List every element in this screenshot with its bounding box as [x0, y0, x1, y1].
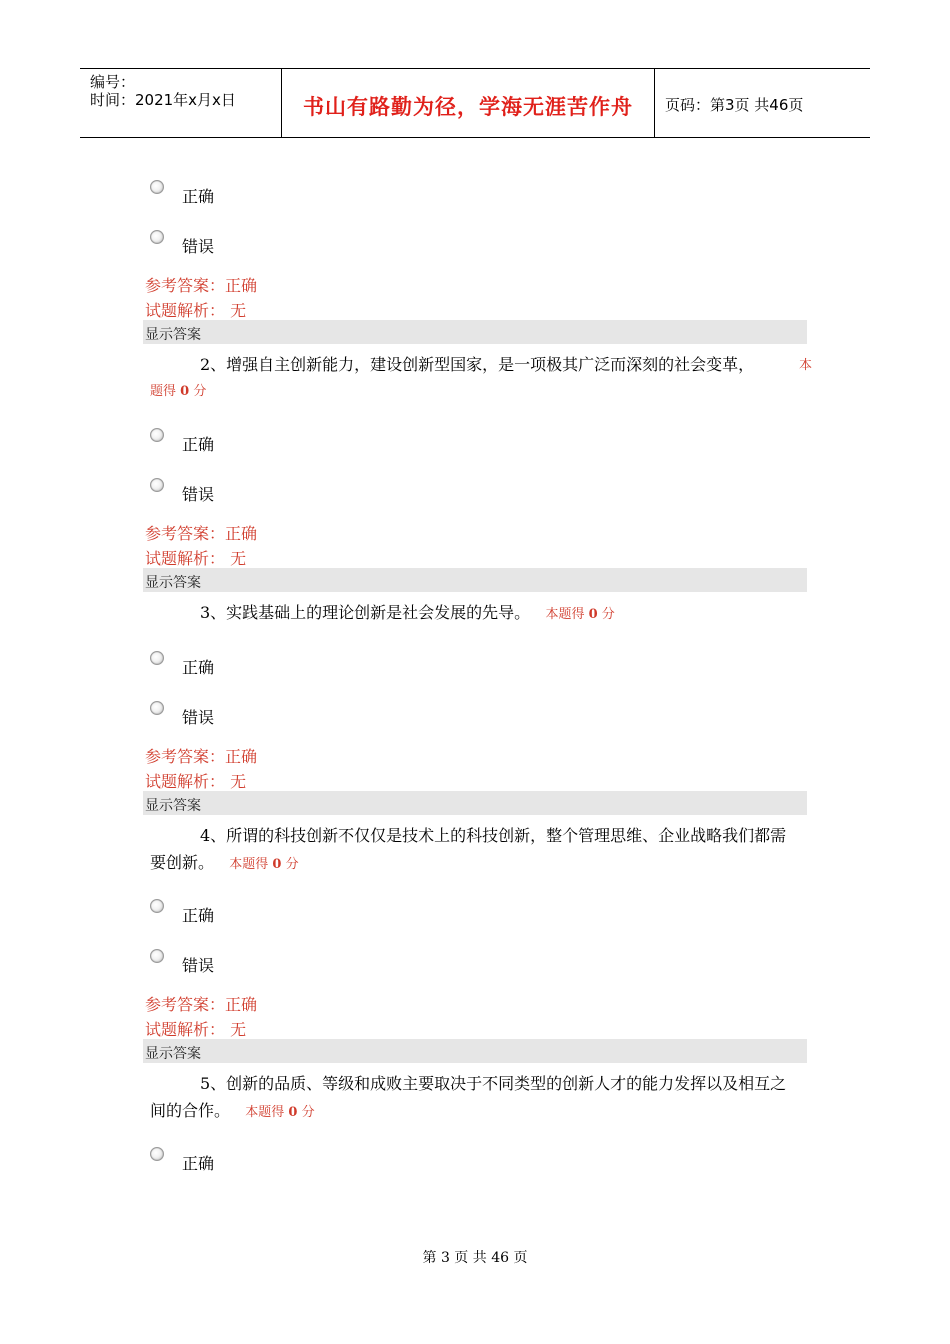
- page-info: 页码：第3页 共46页: [665, 96, 804, 114]
- option-label: 错误: [182, 956, 215, 975]
- reference-answer: 参考答案：正确: [145, 747, 258, 766]
- option-label: 错误: [182, 485, 215, 504]
- option-label: 正确: [182, 906, 215, 925]
- radio-icon[interactable]: [150, 180, 164, 194]
- analysis: 试题解析： 无: [145, 772, 247, 791]
- radio-icon[interactable]: [150, 230, 164, 244]
- radio-icon[interactable]: [150, 478, 164, 492]
- question-text: 2、增强自主创新能力，建设创新型国家，是一项极其广泛而深刻的社会变革，: [200, 355, 755, 374]
- analysis: 试题解析： 无: [145, 549, 247, 568]
- page-footer: 第 3 页 共 46 页: [422, 1250, 528, 1266]
- show-answer-bar[interactable]: [143, 1039, 807, 1063]
- analysis: 试题解析： 无: [145, 1020, 247, 1039]
- option-label: 正确: [182, 187, 215, 206]
- reference-answer: 参考答案：正确: [145, 276, 258, 295]
- number-label: 编号：: [90, 73, 136, 91]
- option-label: 错误: [182, 237, 215, 256]
- question-text: 4、所谓的科技创新不仅仅是技术上的科技创新，整个管理思维、企业战略我们都需: [200, 826, 787, 845]
- question-text-cont: 要创新。 本题得 0 分: [150, 853, 299, 872]
- show-answer-bar[interactable]: [143, 791, 807, 815]
- option-label: 正确: [182, 435, 215, 454]
- show-answer-link[interactable]: 显示答案: [145, 575, 201, 591]
- header-page-cell: [655, 69, 870, 137]
- show-answer-bar[interactable]: [143, 568, 807, 592]
- score-head: 本: [799, 358, 813, 373]
- reference-answer: 参考答案：正确: [145, 995, 258, 1014]
- question-text: 3、实践基础上的理论创新是社会发展的先导。 本题得 0 分: [200, 603, 615, 622]
- score-label: 本题得 0 分: [545, 607, 615, 622]
- option-label: 正确: [182, 658, 215, 677]
- radio-icon[interactable]: [150, 428, 164, 442]
- analysis: 试题解析： 无: [145, 301, 247, 320]
- score-label: 题得 0 分: [150, 384, 207, 399]
- show-answer-link[interactable]: 显示答案: [145, 327, 201, 343]
- show-answer-link[interactable]: 显示答案: [145, 798, 201, 814]
- score-label: 本题得 0 分: [229, 857, 299, 872]
- show-answer-link[interactable]: 显示答案: [145, 1046, 201, 1062]
- question-text-cont: 间的合作。 本题得 0 分: [150, 1101, 315, 1120]
- radio-icon[interactable]: [150, 949, 164, 963]
- radio-icon[interactable]: [150, 899, 164, 913]
- reference-answer: 参考答案：正确: [145, 524, 258, 543]
- score-label: 本题得 0 分: [245, 1105, 315, 1120]
- option-label: 正确: [182, 1154, 215, 1173]
- radio-icon[interactable]: [150, 651, 164, 665]
- header-motto-cell: [282, 69, 655, 137]
- option-label: 错误: [182, 708, 215, 727]
- show-answer-bar[interactable]: [143, 320, 807, 344]
- time-label: 时间：2021年x月x日: [90, 91, 236, 109]
- header-meta-cell: [80, 69, 282, 137]
- question-text: 5、创新的品质、等级和成败主要取决于不同类型的创新人才的能力发挥以及相互之: [200, 1074, 787, 1093]
- radio-icon[interactable]: [150, 701, 164, 715]
- motto: 书山有路勤为径，学海无涯苦作舟: [303, 95, 633, 119]
- radio-icon[interactable]: [150, 1147, 164, 1161]
- page-header: [80, 68, 870, 138]
